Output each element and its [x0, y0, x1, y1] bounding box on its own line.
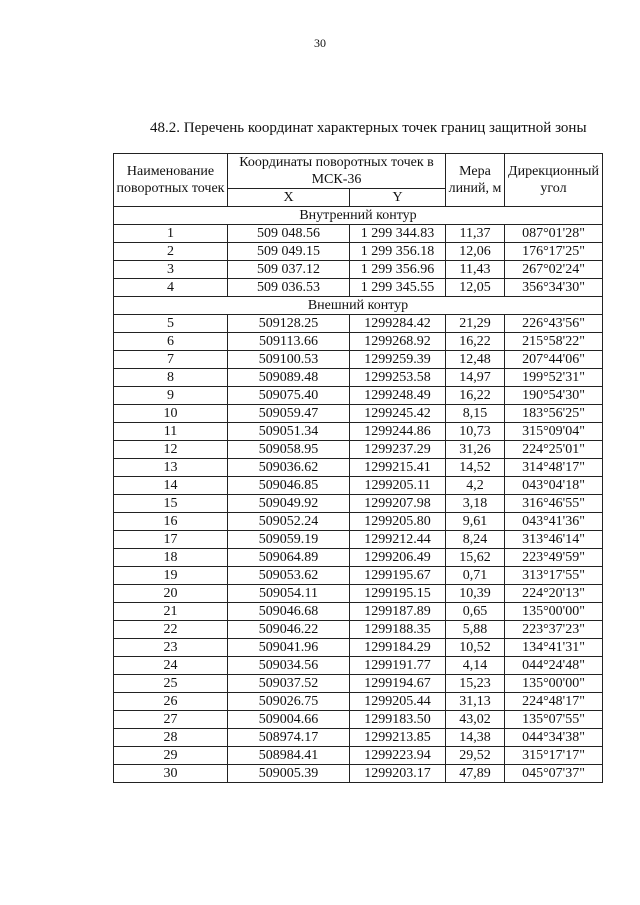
- point-number: 23: [114, 639, 228, 657]
- direction-angle: 199°52'31": [505, 369, 603, 387]
- table-row: [114, 603, 603, 621]
- table-row: [114, 729, 603, 747]
- table-row: [114, 693, 603, 711]
- section-row: [114, 207, 603, 225]
- coord-y: 1299203.17: [350, 765, 446, 783]
- coord-y: 1299205.44: [350, 693, 446, 711]
- table-row: [114, 621, 603, 639]
- coord-y: 1299245.42: [350, 405, 446, 423]
- direction-angle: 043°04'18": [505, 477, 603, 495]
- direction-angle: 224°20'13": [505, 585, 603, 603]
- point-number: 18: [114, 549, 228, 567]
- point-number: 4: [114, 279, 228, 297]
- direction-angle: 224°25'01": [505, 441, 603, 459]
- coord-y: 1299223.94: [350, 747, 446, 765]
- point-number: 13: [114, 459, 228, 477]
- direction-angle: 224°48'17": [505, 693, 603, 711]
- header-line-length: Мера линий, м: [446, 154, 505, 207]
- coord-y: 1299205.80: [350, 513, 446, 531]
- direction-angle: 087°01'28": [505, 225, 603, 243]
- line-length: 11,37: [446, 225, 505, 243]
- direction-angle: 314°48'17": [505, 459, 603, 477]
- coord-y: 1299195.67: [350, 567, 446, 585]
- direction-angle: 043°41'36": [505, 513, 603, 531]
- direction-angle: 226°43'56": [505, 315, 603, 333]
- point-number: 11: [114, 423, 228, 441]
- header-point-name: Наименование поворотных точек: [114, 154, 228, 207]
- table-body: [114, 207, 603, 783]
- point-number: 7: [114, 351, 228, 369]
- line-length: 8,24: [446, 531, 505, 549]
- table-row: [114, 315, 603, 333]
- line-length: 16,22: [446, 333, 505, 351]
- point-number: 16: [114, 513, 228, 531]
- point-number: 5: [114, 315, 228, 333]
- coord-y: 1299184.29: [350, 639, 446, 657]
- direction-angle: 135°00'00": [505, 675, 603, 693]
- direction-angle: 315°17'17": [505, 747, 603, 765]
- coord-x: 509 037.12: [228, 261, 350, 279]
- point-number: 8: [114, 369, 228, 387]
- coord-x: 509053.62: [228, 567, 350, 585]
- point-number: 29: [114, 747, 228, 765]
- point-number: 27: [114, 711, 228, 729]
- point-number: 25: [114, 675, 228, 693]
- coord-x: 509046.68: [228, 603, 350, 621]
- section-title-cell: Внешний контур: [114, 297, 603, 315]
- direction-angle: 267°02'24": [505, 261, 603, 279]
- line-length: 4,2: [446, 477, 505, 495]
- direction-angle: 044°34'38": [505, 729, 603, 747]
- coord-y: 1299194.67: [350, 675, 446, 693]
- line-length: 31,13: [446, 693, 505, 711]
- point-number: 1: [114, 225, 228, 243]
- section-row: [114, 297, 603, 315]
- coord-x: 509026.75: [228, 693, 350, 711]
- coord-x: 509036.62: [228, 459, 350, 477]
- coord-y: 1299244.86: [350, 423, 446, 441]
- point-number: 20: [114, 585, 228, 603]
- direction-angle: 135°07'55": [505, 711, 603, 729]
- coord-x: 509051.34: [228, 423, 350, 441]
- coord-x: 509059.47: [228, 405, 350, 423]
- direction-angle: 313°17'55": [505, 567, 603, 585]
- point-number: 19: [114, 567, 228, 585]
- coord-y: 1299259.39: [350, 351, 446, 369]
- point-number: 28: [114, 729, 228, 747]
- table-row: [114, 459, 603, 477]
- coord-y: 1299215.41: [350, 459, 446, 477]
- coord-x: 509 049.15: [228, 243, 350, 261]
- direction-angle: 356°34'30": [505, 279, 603, 297]
- table-row: [114, 531, 603, 549]
- coord-x: 509064.89: [228, 549, 350, 567]
- coordinates-table: [113, 153, 603, 783]
- table-row: [114, 243, 603, 261]
- coord-x: 509113.66: [228, 333, 350, 351]
- line-length: 12,48: [446, 351, 505, 369]
- direction-angle: 183°56'25": [505, 405, 603, 423]
- point-number: 22: [114, 621, 228, 639]
- table-row: [114, 675, 603, 693]
- table-row: [114, 333, 603, 351]
- coord-y: 1299253.58: [350, 369, 446, 387]
- line-length: 9,61: [446, 513, 505, 531]
- coord-x: 509005.39: [228, 765, 350, 783]
- line-length: 12,06: [446, 243, 505, 261]
- direction-angle: 316°46'55": [505, 495, 603, 513]
- direction-angle: 134°41'31": [505, 639, 603, 657]
- coord-y: 1299237.29: [350, 441, 446, 459]
- line-length: 10,73: [446, 423, 505, 441]
- table-row: [114, 639, 603, 657]
- line-length: 14,52: [446, 459, 505, 477]
- line-length: 21,29: [446, 315, 505, 333]
- coord-x: 509034.56: [228, 657, 350, 675]
- coord-y: 1299248.49: [350, 387, 446, 405]
- header-x: X: [228, 189, 350, 207]
- line-length: 14,38: [446, 729, 505, 747]
- point-number: 2: [114, 243, 228, 261]
- line-length: 0,71: [446, 567, 505, 585]
- coord-y: 1 299 356.18: [350, 243, 446, 261]
- table-row: [114, 225, 603, 243]
- line-length: 4,14: [446, 657, 505, 675]
- direction-angle: 315°09'04": [505, 423, 603, 441]
- coord-y: 1299206.49: [350, 549, 446, 567]
- table-row: [114, 567, 603, 585]
- line-length: 47,89: [446, 765, 505, 783]
- coord-y: 1299183.50: [350, 711, 446, 729]
- table-header: [114, 154, 603, 207]
- coord-y: 1299205.11: [350, 477, 446, 495]
- coord-x: 509041.96: [228, 639, 350, 657]
- line-length: 11,43: [446, 261, 505, 279]
- direction-angle: 045°07'37": [505, 765, 603, 783]
- coord-x: 509128.25: [228, 315, 350, 333]
- table-row: [114, 765, 603, 783]
- coord-y: 1299213.85: [350, 729, 446, 747]
- point-number: 15: [114, 495, 228, 513]
- coord-y: 1 299 344.83: [350, 225, 446, 243]
- point-number: 10: [114, 405, 228, 423]
- table-row: [114, 711, 603, 729]
- direction-angle: 215°58'22": [505, 333, 603, 351]
- table-row: [114, 405, 603, 423]
- coord-x: 508974.17: [228, 729, 350, 747]
- coord-y: 1299195.15: [350, 585, 446, 603]
- coord-y: 1299284.42: [350, 315, 446, 333]
- line-length: 15,23: [446, 675, 505, 693]
- section-title-cell: Внутренний контур: [114, 207, 603, 225]
- direction-angle: 135°00'00": [505, 603, 603, 621]
- table-row: [114, 441, 603, 459]
- point-number: 26: [114, 693, 228, 711]
- line-length: 31,26: [446, 441, 505, 459]
- line-length: 29,52: [446, 747, 505, 765]
- coord-x: 509058.95: [228, 441, 350, 459]
- table-row: [114, 657, 603, 675]
- line-length: 0,65: [446, 603, 505, 621]
- point-number: 14: [114, 477, 228, 495]
- point-number: 17: [114, 531, 228, 549]
- coord-x: 509054.11: [228, 585, 350, 603]
- header-y: Y: [350, 189, 446, 207]
- table-row: [114, 423, 603, 441]
- coord-y: 1 299 345.55: [350, 279, 446, 297]
- coord-y: 1 299 356.96: [350, 261, 446, 279]
- direction-angle: 207°44'06": [505, 351, 603, 369]
- line-length: 10,39: [446, 585, 505, 603]
- coord-y: 1299268.92: [350, 333, 446, 351]
- coord-x: 509089.48: [228, 369, 350, 387]
- coord-x: 509052.24: [228, 513, 350, 531]
- direction-angle: 223°49'59": [505, 549, 603, 567]
- point-number: 9: [114, 387, 228, 405]
- coord-x: 509004.66: [228, 711, 350, 729]
- coord-x: 509 048.56: [228, 225, 350, 243]
- coord-x: 509 036.53: [228, 279, 350, 297]
- line-length: 3,18: [446, 495, 505, 513]
- table-row: [114, 261, 603, 279]
- line-length: 5,88: [446, 621, 505, 639]
- line-length: 12,05: [446, 279, 505, 297]
- table-row: [114, 747, 603, 765]
- coord-x: 509046.85: [228, 477, 350, 495]
- point-number: 3: [114, 261, 228, 279]
- table-row: [114, 351, 603, 369]
- point-number: 24: [114, 657, 228, 675]
- header-coordinates: Координаты поворотных точек в МСК-36: [228, 154, 446, 189]
- table-row: [114, 369, 603, 387]
- section-title: 48.2. Перечень координат характерных точек границ защитной зоны: [150, 120, 587, 136]
- coord-y: 1299191.77: [350, 657, 446, 675]
- direction-angle: 313°46'14": [505, 531, 603, 549]
- table-row: [114, 585, 603, 603]
- point-number: 30: [114, 765, 228, 783]
- line-length: 14,97: [446, 369, 505, 387]
- line-length: 15,62: [446, 549, 505, 567]
- table-row: [114, 387, 603, 405]
- coord-y: 1299187.89: [350, 603, 446, 621]
- direction-angle: 044°24'48": [505, 657, 603, 675]
- table-row: [114, 477, 603, 495]
- line-length: 16,22: [446, 387, 505, 405]
- table-row: [114, 279, 603, 297]
- table-row: [114, 513, 603, 531]
- table-row: [114, 549, 603, 567]
- direction-angle: 190°54'30": [505, 387, 603, 405]
- page-number: 30: [314, 36, 326, 50]
- coord-x: 509049.92: [228, 495, 350, 513]
- coord-y: 1299212.44: [350, 531, 446, 549]
- coord-x: 509046.22: [228, 621, 350, 639]
- coord-x: 508984.41: [228, 747, 350, 765]
- point-number: 6: [114, 333, 228, 351]
- line-length: 8,15: [446, 405, 505, 423]
- coord-y: 1299207.98: [350, 495, 446, 513]
- coord-x: 509059.19: [228, 531, 350, 549]
- coord-x: 509075.40: [228, 387, 350, 405]
- coord-x: 509100.53: [228, 351, 350, 369]
- table-row: [114, 495, 603, 513]
- direction-angle: 223°37'23": [505, 621, 603, 639]
- line-length: 43,02: [446, 711, 505, 729]
- point-number: 21: [114, 603, 228, 621]
- coord-y: 1299188.35: [350, 621, 446, 639]
- point-number: 12: [114, 441, 228, 459]
- coord-x: 509037.52: [228, 675, 350, 693]
- direction-angle: 176°17'25": [505, 243, 603, 261]
- header-direction-angle: Дирекционный угол: [505, 154, 603, 207]
- line-length: 10,52: [446, 639, 505, 657]
